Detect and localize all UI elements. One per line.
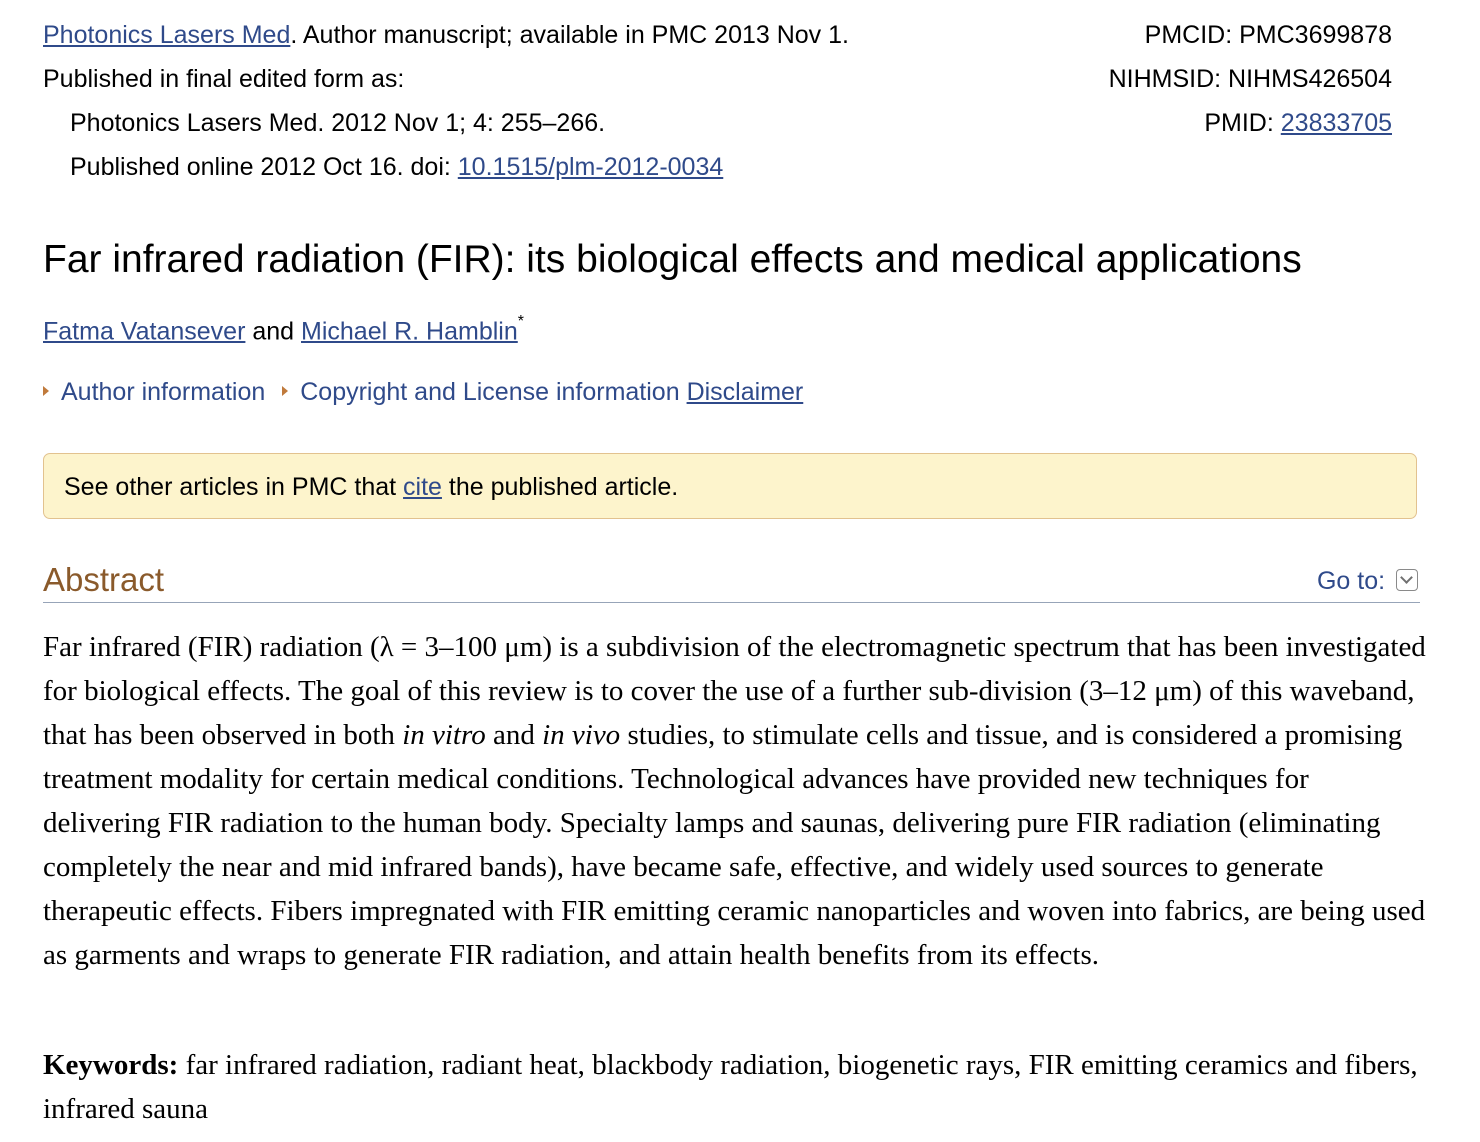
keywords-label: Keywords: [43, 1049, 179, 1081]
disclaimer-link[interactable]: Disclaimer [686, 378, 804, 406]
doi-link[interactable]: 10.1515/plm-2012-0034 [457, 153, 724, 181]
keywords [43, 1043, 1428, 1131]
published-final-label: Published in final edited form as: [43, 65, 405, 93]
journal-link[interactable]: Photonics Lasers Med [43, 21, 291, 49]
citation-line [43, 20, 849, 50]
nihmsid: NIHMSID: NIHMS426504 [1108, 65, 1392, 93]
author-conjunction: and [245, 317, 302, 346]
pmcid: PMCID: PMC3699878 [1144, 21, 1392, 49]
author-list [43, 311, 524, 346]
cite-link[interactable]: cite [403, 473, 442, 501]
journal-reference: Photonics Lasers Med. 2012 Nov 1; 4: 255–266. [70, 109, 606, 137]
corresponding-author-mark: * [517, 313, 524, 330]
copyright-license-toggle[interactable]: Copyright and License information [300, 378, 680, 406]
pmid-line [1204, 108, 1392, 138]
cited-by-pre: See other articles in PMC that [64, 473, 404, 501]
pmid-link[interactable]: 23833705 [1280, 109, 1392, 137]
published-online-line [70, 152, 723, 182]
abstract-text-part3: studies, to stimulate cells and tissue, and is considered a promising treatment modality for certain medical conditions. Technological advances have provided new techniques for delivering FIR radiation to the human body. Specialty lamps and saunas, delivering pure FIR radiation (eliminating completely the near and mid infrared bands), have became safe, effective, and widely used sources to generate therapeutic effects. Fibers impregnated with FIR emitting ceramic nanoparticles and woven into fabrics, are being used as garments and wraps to generate FIR radiation, and attain health benefits from its effects. [43, 719, 1426, 971]
article-info-row [43, 377, 803, 407]
expand-triangle-icon [282, 386, 288, 396]
author-link-vatansever[interactable]: Fatma Vatansever [43, 317, 246, 346]
article-title: Far infrared radiation (FIR): its biological effects and medical applications [43, 238, 1302, 281]
pmid-label: PMID: [1204, 109, 1281, 137]
manuscript-note: . Author manuscript; available in PMC 2013 Nov 1. [290, 21, 849, 49]
chevron-down-icon[interactable] [1396, 569, 1418, 591]
cited-by-post: the published article. [441, 473, 679, 501]
keywords-text: far infrared radiation, radiant heat, blackbody radiation, biogenetic rays, FIR emitting ceramics and fibers, infrared sauna [43, 1049, 1418, 1125]
cited-by-notice [43, 453, 1417, 519]
abstract-emphasis-in-vitro: in vitro [402, 719, 486, 751]
published-online-label: Published online 2012 Oct 16. doi: [70, 153, 458, 181]
abstract-heading: Abstract [43, 561, 165, 598]
author-information-toggle[interactable]: Author information [61, 378, 266, 406]
abstract-emphasis-in-vivo: in vivo [542, 719, 621, 751]
goto-label: Go to: [1316, 567, 1392, 595]
author-link-hamblin[interactable]: Michael R. Hamblin [301, 317, 518, 346]
abstract-text-part1: Far infrared (FIR) radiation (λ = 3–100 μm) is a subdivision of the electromagnetic spectrum that has been investigated for biological effects. The goal of this review is to cover the use of a further sub-division (3–12 μm) of this waveband, that has been observed in both [43, 631, 1426, 751]
goto-menu[interactable] [1317, 566, 1418, 596]
abstract-text-part2: and [485, 719, 543, 751]
cited-by-text [64, 472, 678, 502]
abstract-text [43, 625, 1428, 977]
abstract-section-header [43, 558, 1420, 603]
expand-triangle-icon [43, 386, 49, 396]
